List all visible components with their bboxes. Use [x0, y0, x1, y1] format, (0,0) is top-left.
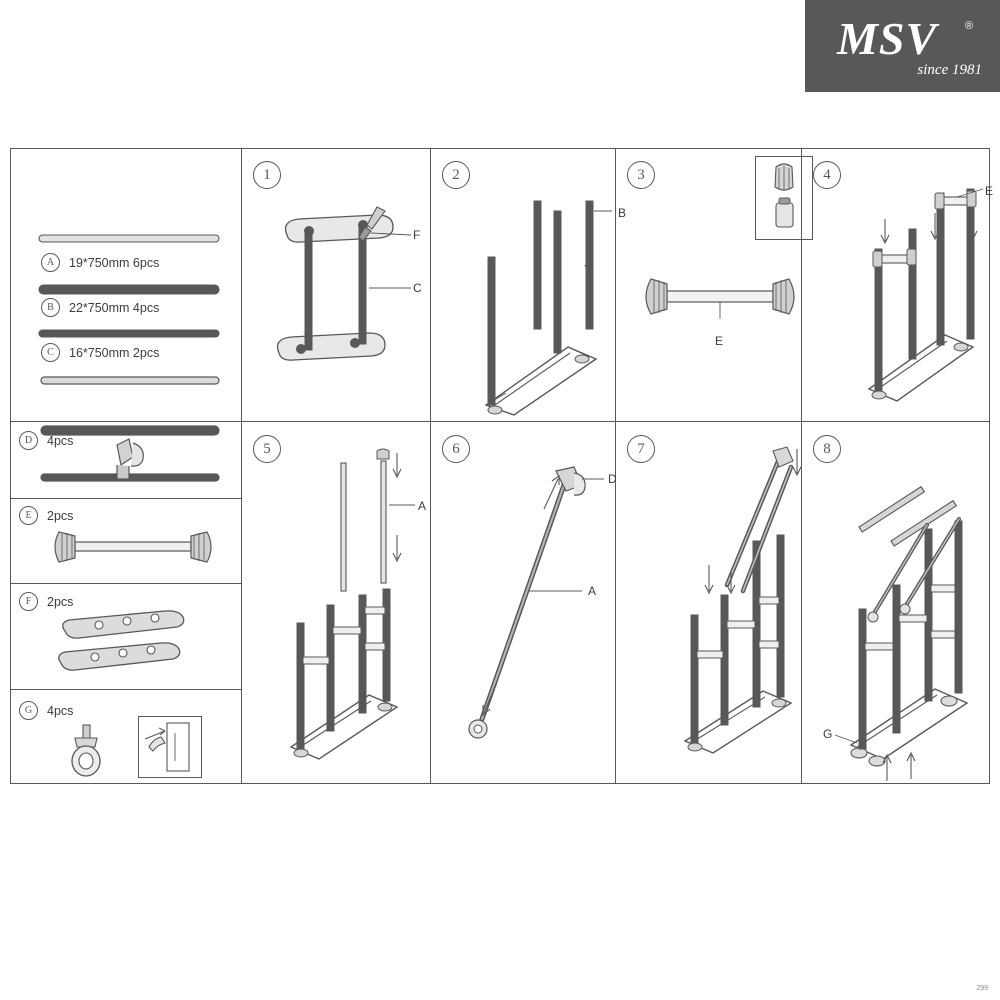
brand-tagline: since 1981	[917, 62, 982, 78]
brand-header	[805, 0, 1000, 92]
step-number-8: 8	[813, 435, 841, 463]
step-number-6: 6	[442, 435, 470, 463]
parts-g-panel	[11, 689, 241, 783]
part-code-g: G	[19, 701, 38, 720]
caster-install-illustration	[139, 717, 201, 777]
part-code-e: E	[19, 506, 38, 525]
parts-rods-panel	[11, 149, 241, 421]
parts-d-panel	[11, 421, 241, 498]
brand-logo: MSV	[837, 13, 938, 64]
callout-e: E	[715, 334, 724, 348]
part-qty-g: 4pcs	[47, 704, 74, 718]
step-6-panel	[430, 421, 615, 783]
callout-f: F	[413, 228, 421, 242]
part-spec-b: 22*750mm 4pcs	[69, 301, 160, 315]
bracket-d-icon	[103, 435, 163, 487]
step-4-illustration	[817, 175, 992, 421]
step-number-2: 2	[442, 161, 470, 189]
page-number: 299	[976, 985, 988, 992]
part-qty-e: 2pcs	[47, 509, 74, 523]
step-1-illustration	[265, 205, 425, 405]
callout-d: D	[608, 472, 617, 486]
parts-f-panel	[11, 583, 241, 689]
part-qty-d: 4pcs	[47, 434, 74, 448]
step-7-illustration	[631, 445, 806, 781]
registered-trademark-icon: ®	[965, 20, 974, 32]
callout-b: B	[618, 206, 627, 220]
step-5-panel	[241, 421, 430, 783]
step-number-3: 3	[627, 161, 655, 189]
part-code-b: B	[41, 298, 60, 317]
rod-c-shape	[37, 327, 223, 339]
step-8-panel	[801, 421, 990, 783]
step-4-panel	[801, 149, 994, 421]
part-spec-c: 16*750mm 2pcs	[69, 346, 160, 360]
step-number-7: 7	[627, 435, 655, 463]
part-spec-a: 19*750mm 6pcs	[69, 256, 160, 270]
step-3-illustration	[637, 271, 807, 331]
callout-a: A	[418, 499, 427, 513]
caster-wheel-g-icon	[63, 725, 119, 781]
step-1-panel	[241, 149, 430, 421]
part-code-d: D	[19, 431, 38, 450]
step-7-panel	[615, 421, 801, 783]
callout-e: E	[985, 184, 994, 198]
part-qty-f: 2pcs	[47, 595, 74, 609]
parts-e-panel	[11, 498, 241, 583]
callout-a: A	[588, 584, 597, 598]
instruction-sheet	[10, 148, 994, 784]
base-rail-f-icon	[57, 609, 232, 681]
step-3-panel	[615, 149, 801, 421]
step-number-4: 4	[813, 161, 841, 189]
step-6-illustration	[446, 457, 616, 777]
step-number-5: 5	[253, 435, 281, 463]
part-code-f: F	[19, 592, 38, 611]
callout-g: G	[823, 727, 833, 741]
step-2-panel	[430, 149, 627, 421]
callout-c: C	[413, 281, 422, 295]
part-code-a: A	[41, 253, 60, 272]
step-number-1: 1	[253, 161, 281, 189]
step-5-illustration	[261, 447, 436, 783]
connector-e-icon	[49, 526, 229, 572]
rod-a-shape	[37, 232, 223, 244]
caster-install-detail-box	[138, 716, 202, 778]
part-code-c: C	[41, 343, 60, 362]
step-2-illustration	[450, 179, 615, 419]
step-8-illustration	[815, 443, 995, 783]
rod-b-shape	[37, 282, 223, 296]
